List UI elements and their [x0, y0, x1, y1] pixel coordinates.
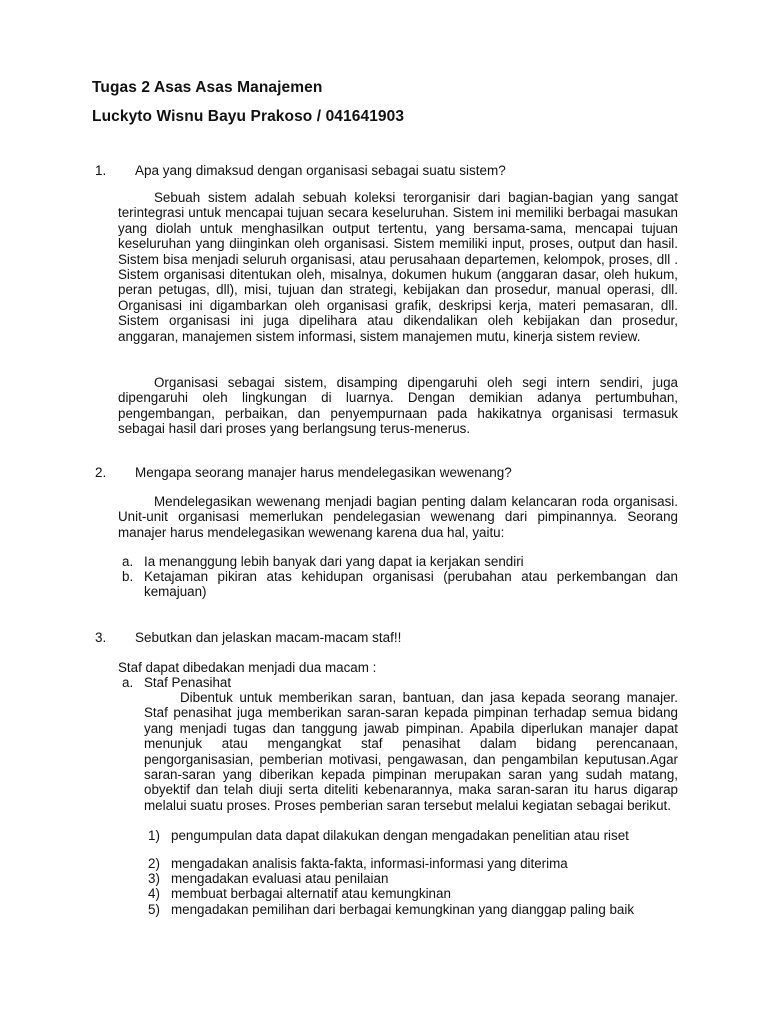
list-text: Ia menanggung lebih banyak dari yang dapat ia kerjakan sendiri: [144, 554, 524, 569]
question-3: [95, 630, 401, 645]
list-item: [148, 902, 678, 917]
list-item: [148, 828, 678, 843]
list-marker: 5): [148, 902, 160, 917]
list-item: [148, 886, 678, 901]
subsection-title: Staf Penasihat: [144, 675, 232, 690]
list-text: pengumpulan data dapat dilakukan dengan mengadakan penelitian atau riset: [171, 828, 629, 843]
subsection-heading: [122, 675, 231, 690]
list-item: [122, 554, 678, 569]
list-text: Ketajaman pikiran atas kehidupan organisasi (perubahan atau perkembangan dan kemajuan): [144, 569, 678, 600]
list-item: [122, 569, 678, 600]
answer-3-paragraph-1: Dibentuk untuk memberikan saran, bantuan, dan jasa kepada seorang manajer. Staf penasihat juga memberikan saran-saran kepada pimpinan terhadap semua bidang yang menjadi tugas dan tanggung jawab pimpinan. Apabila diperlukan manajer dapat menunjuk atau mengangkat staf penasihat dalam bidang perencanaan, pengorganisasian, pemberian motivasi, pengawasan, dan pengambilan keputusan.Agar saran-saran yang diberikan kepada pimpinan merupakan saran yang sudah matang, obyektif dan telah diuji serta diteliti kebenarannya, maka saran-saran itu harus digarap melalui suatu proses. Proses pemberian saran tersebut melalui kegiatan sebagai berikut.: [144, 690, 678, 813]
subsection-marker: a.: [122, 675, 134, 690]
list-marker: 4): [148, 886, 160, 901]
answer-1-paragraph-2: Organisasi sebagai sistem, disamping dipengaruhi oleh segi intern sendiri, juga dipengaruhi oleh lingkungan di luarnya. Dengan demikian adanya pertumbuhan, pengembangan, perbaikan, dan penyempurnaan pada hakikatnya organisasi termasuk sebagai hasil dari proses yang berlangsung terus-menerus.: [118, 375, 678, 437]
list-item: [148, 856, 678, 871]
answer-1-paragraph-1: Sebuah sistem adalah sebuah koleksi terorganisir dari bagian-bagian yang sangat terintegrasi untuk mencapai tujuan secara keseluruhan. Sistem ini memiliki berbagai masukan yang diolah untuk menghasilkan output tertentu, yang bersama-sama, mencapai tujuan keseluruhan yang diinginkan oleh organisasi. Sistem memiliki input, proses, output dan hasil. Sistem bisa menjadi seluruh organisasi, atau perusahaan departemen, kelompok, proses, dll . Sistem organisasi ditentukan oleh, misalnya, dokumen hukum (anggaran dasar, oleh hukum, peran petugas, dll), misi, tujuan dan strategi, kebijakan dan prosedur, manual operasi, dll. Organisasi ini digambarkan oleh organisasi grafik, deskripsi kerja, materi pemasaran, dll. Sistem organisasi ini juga dipelihara atau dikendalikan oleh kebijakan dan prosedur, anggaran, manajemen sistem informasi, sistem manajemen mutu, kinerja sistem review.: [118, 190, 678, 344]
question-1-text: Apa yang dimaksud dengan organisasi sebagai suatu sistem?: [135, 163, 506, 178]
question-3-text: Sebutkan dan jelaskan macam-macam staf!!: [135, 630, 402, 645]
list-marker: 1): [148, 828, 160, 843]
list-text: mengadakan evaluasi atau penilaian: [171, 871, 389, 886]
question-2-number: 2.: [95, 465, 107, 480]
author-line: Luckyto Wisnu Bayu Prakoso / 041641903: [92, 108, 405, 125]
list-marker: b.: [122, 569, 134, 584]
question-2-text: Mengapa seorang manajer harus mendelegasikan wewenang?: [135, 465, 512, 480]
list-marker: 2): [148, 856, 160, 871]
list-text: mengadakan analisis fakta-fakta, informasi-informasi yang diterima: [171, 856, 568, 871]
list-text: mengadakan pemilihan dari berbagai kemungkinan yang dianggap paling baik: [171, 902, 635, 917]
list-item: [148, 871, 678, 886]
answer-2-paragraph-1: Mendelegasikan wewenang menjadi bagian penting dalam kelancaran roda organisasi. Unit-unit organisasi memerlukan pendelegasian wewenang dari pimpinannya. Seorang manajer harus mendelegasikan wewenang karena dua hal, yaitu:: [118, 494, 678, 540]
question-1: [95, 163, 506, 178]
answer-3-intro: Staf dapat dibedakan menjadi dua macam :: [118, 660, 377, 675]
list-marker: a.: [122, 554, 134, 569]
document-title: Tugas 2 Asas Asas Manajemen: [92, 79, 323, 96]
question-3-number: 3.: [95, 630, 107, 645]
list-text: membuat berbagai alternatif atau kemungkinan: [171, 886, 451, 901]
list-marker: 3): [148, 871, 160, 886]
question-1-number: 1.: [95, 163, 107, 178]
question-2: [95, 465, 512, 480]
